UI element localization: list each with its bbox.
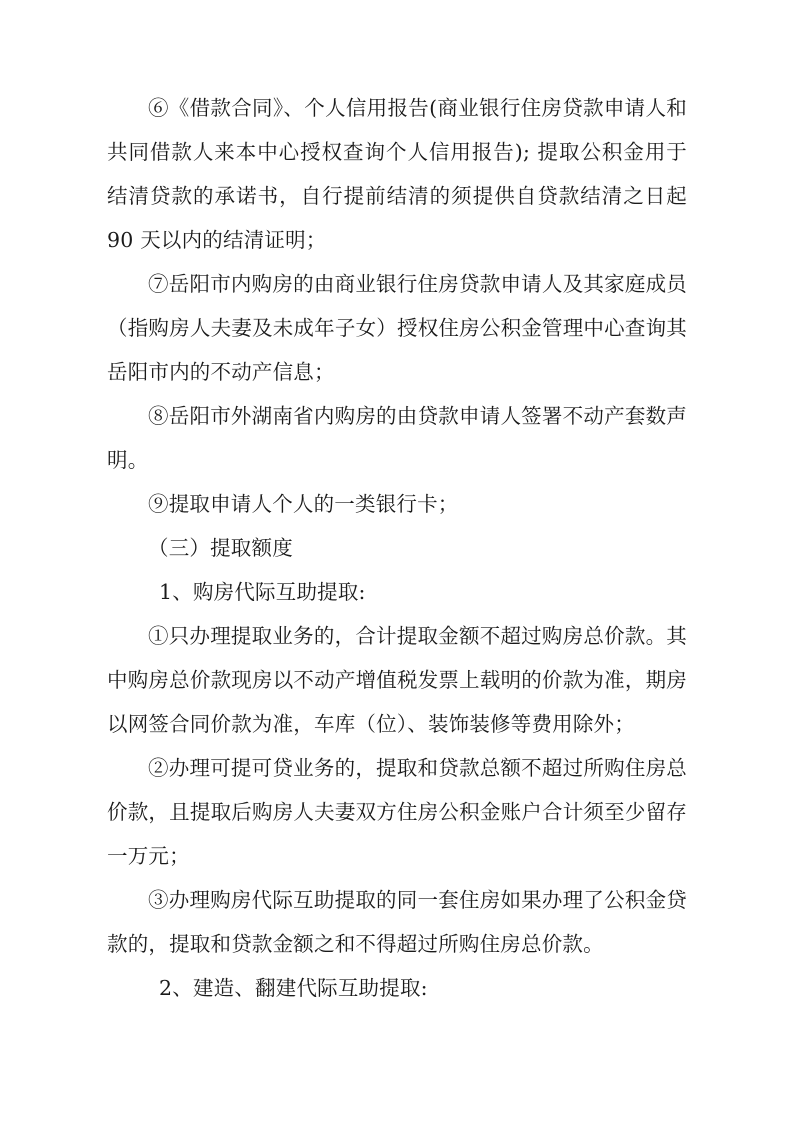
paragraph-item-7: ⑦岳阳市内购房的由商业银行住房贷款申请人及其家庭成员（指购房人夫妻及未成年子女）授权住房公积金管理中心查询其岳阳市内的不动产信息； — [107, 272, 687, 384]
paragraph-sub-item-1: ①只办理提取业务的，合计提取金额不超过购房总价款。其中购房总价款现房以不动产增值税发票上载明的价款为准，期房以网签合同价款为准，车库（位）、装饰装修等费用除外； — [107, 624, 687, 736]
paragraph-item-8: ⑧岳阳市外湖南省内购房的由贷款申请人签署不动产套数声明。 — [107, 404, 687, 472]
heading-section-three: （三）提取额度 — [148, 536, 293, 560]
heading-subsection-two: 2、建造、翻建代际互助提取: — [159, 976, 428, 1000]
heading-subsection-one: 1、购房代际互助提取: — [159, 580, 366, 604]
paragraph-item-9: ⑨提取申请人个人的一类银行卡； — [148, 492, 459, 516]
document-text-body — [107, 86, 694, 1010]
paragraph-item-6: ⑥《借款合同》、个人信用报告(商业银行住房贷款申请人和共同借款人来本中心授权查询个人信用报告); 提取公积金用于结清贷款的承诺书，自行提前结清的须提供自贷款结清之日起 90 天以内的结清证明； — [107, 96, 694, 252]
paragraph-sub-item-3: ③办理购房代际互助提取的同一套住房如果办理了公积金贷款的，提取和贷款金额之和不得超过所购住房总价款。 — [107, 888, 687, 956]
paragraph-sub-item-2: ②办理可提可贷业务的，提取和贷款总额不超过所购住房总价款，且提取后购房人夫妻双方住房公积金账户合计须至少留存一万元； — [107, 756, 687, 868]
